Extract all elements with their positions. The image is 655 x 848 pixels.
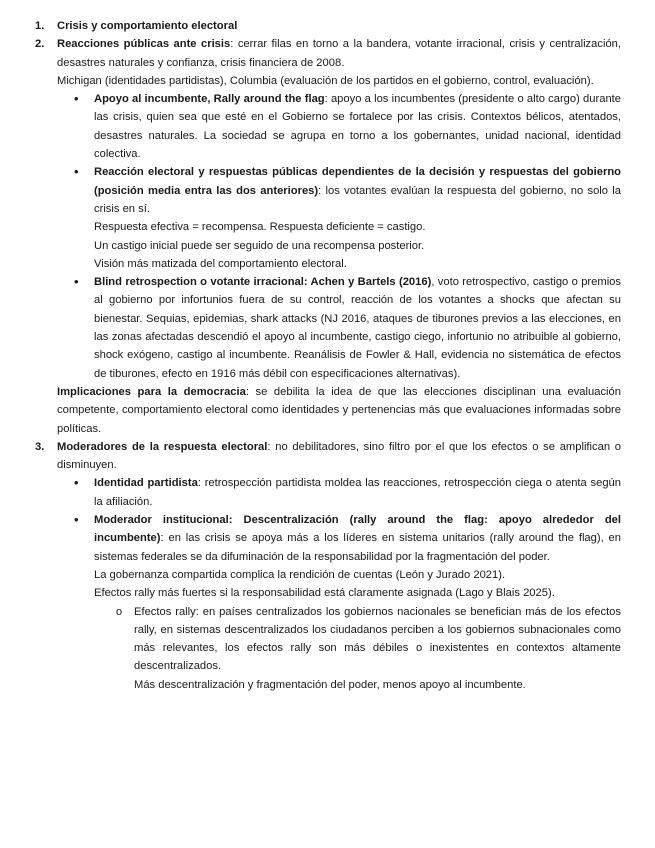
circle-bullet-icon: o bbox=[116, 605, 123, 618]
bullet-line: La gobernanza compartida complica la rendición de cuentas (León y Jurado 2021). bbox=[94, 568, 506, 581]
bullet-heading: Apoyo al incumbente, Rally around the flag bbox=[94, 93, 325, 106]
bullet-line: Respuesta efectiva = recompensa. Respuesta deficiente = castigo. bbox=[94, 221, 426, 234]
item-heading: Reacciones públicas ante crisis bbox=[57, 38, 231, 51]
implications-paragraph bbox=[57, 383, 621, 438]
item-number: 1. bbox=[35, 20, 45, 32]
bullet-text: , voto retrospectivo, castigo o premios al gobierno por infortunios fuera de su control, reacción de los votantes a shocks que afectan su bienestar. Sequias, epidemias, shark attacks (NJ 2016, ataques de tiburones previos a las elecciones, en las zonas afectadas descendió el apoyo al incumbente, castigo ciego, infortunio no atribuible al gobierno, shock exógeno, castigo al incumbente. Reanálisis de Fowler & Hall, evidencia no sistemática de efectos de tiburones, efecto en 1916 más débil con especificaciones alternativas). bbox=[94, 276, 621, 380]
bullet-heading: Identidad partidista bbox=[94, 477, 198, 490]
bullet-icon: • bbox=[74, 91, 79, 107]
sub-bullet-line: Más descentralización y fragmentación del poder, menos apoyo al incumbente. bbox=[134, 678, 526, 691]
implications-text: : se debilita la idea de que las elecciones disciplinan una evaluación competente, comportamiento electoral como identidades y pertenencias más que evaluaciones informadas sobre políticas. bbox=[57, 385, 621, 435]
list-item-1 bbox=[35, 17, 621, 35]
item-number: 2. bbox=[35, 38, 45, 51]
bullet-item bbox=[74, 163, 621, 273]
item-heading: Crisis y comportamiento electoral bbox=[57, 20, 238, 32]
bullet-icon: • bbox=[74, 512, 79, 528]
bullet-item bbox=[74, 273, 621, 383]
bullet-heading: Blind retrospection o votante irracional: Achen y Bartels (2016) bbox=[94, 276, 432, 289]
bullet-item bbox=[74, 511, 621, 602]
bullet-text: : retrospección partidista moldea las reacciones, retrospección ciega o atenta según la afiliación. bbox=[94, 477, 621, 508]
bullet-line: Un castigo inicial puede ser seguido de una recompensa posterior. bbox=[94, 239, 425, 252]
item-extra-text: Michigan (identidades partidistas), Columbia (evaluación de los partidos en el gobierno, control, evaluación). bbox=[57, 74, 594, 87]
sub-bullet-text: Efectos rally: en países centralizados los gobiernos nacionales se benefician más de los efectos rally, en sistemas descentralizados los ciudadanos perciben a los gobiernos subnacionales como más relevantes, los efectos rally son más débiles o inexistentes en contextos altamente descentralizados. bbox=[134, 605, 621, 673]
bullet-item bbox=[74, 474, 621, 511]
bullet-icon: • bbox=[74, 475, 79, 491]
bullet-line: Efectos rally más fuertes si la responsabilidad está claramente asignada (Lago y Blais 2025). bbox=[94, 587, 555, 600]
list-item-2 bbox=[35, 35, 621, 90]
bullet-icon: • bbox=[74, 274, 79, 290]
bullet-text: : apoyo a los incumbentes (presidente o alto cargo) durante las crisis, quien sea que esté en el Gobierno se fortalece por las crisis. Contextos bélicos, atentados, desastres naturales. La sociedad se agrupa en torno a los gobernantes, unidad nacional, identidad colectiva. bbox=[94, 93, 622, 161]
sub-bullet-item bbox=[116, 603, 621, 694]
bullet-text: : en las crisis se apoya más a los líderes en sistema unitarios (rally around the flag), en sistemas federales se da difuminación de la responsabilidad por la fragmentación del poder. bbox=[94, 532, 621, 563]
item-heading: Moderadores de la respuesta electoral bbox=[57, 440, 268, 453]
bullet-item bbox=[74, 90, 622, 163]
bullet-icon: • bbox=[74, 164, 79, 180]
item-text: : no debilitadores, sino filtro por el que los efectos o se amplifican o disminuyen. bbox=[57, 440, 622, 472]
bullet-line: Visión más matizada del comportamiento electoral. bbox=[94, 257, 347, 270]
list-item-3 bbox=[35, 438, 622, 475]
item-number: 3. bbox=[35, 440, 45, 453]
item-text: : cerrar filas en torno a la bandera, votante irracional, crisis y centralización, desastres naturales y confianza, crisis financiera de 2008. bbox=[57, 38, 621, 69]
bullet-heading: Reacción electoral y respuestas públicas dependientes de la decisión y respuestas del gobierno (posición media entra las dos anteriores) bbox=[94, 166, 621, 197]
bullet-heading: Moderador institucional: Descentralización (rally around the flag: apoyo alrededor del incumbente) bbox=[94, 514, 621, 545]
bullet-text: : los votantes evalúan la respuesta del gobierno, no solo la crisis en sí. bbox=[94, 184, 621, 215]
implications-heading: Implicaciones para la democracia bbox=[57, 385, 246, 398]
